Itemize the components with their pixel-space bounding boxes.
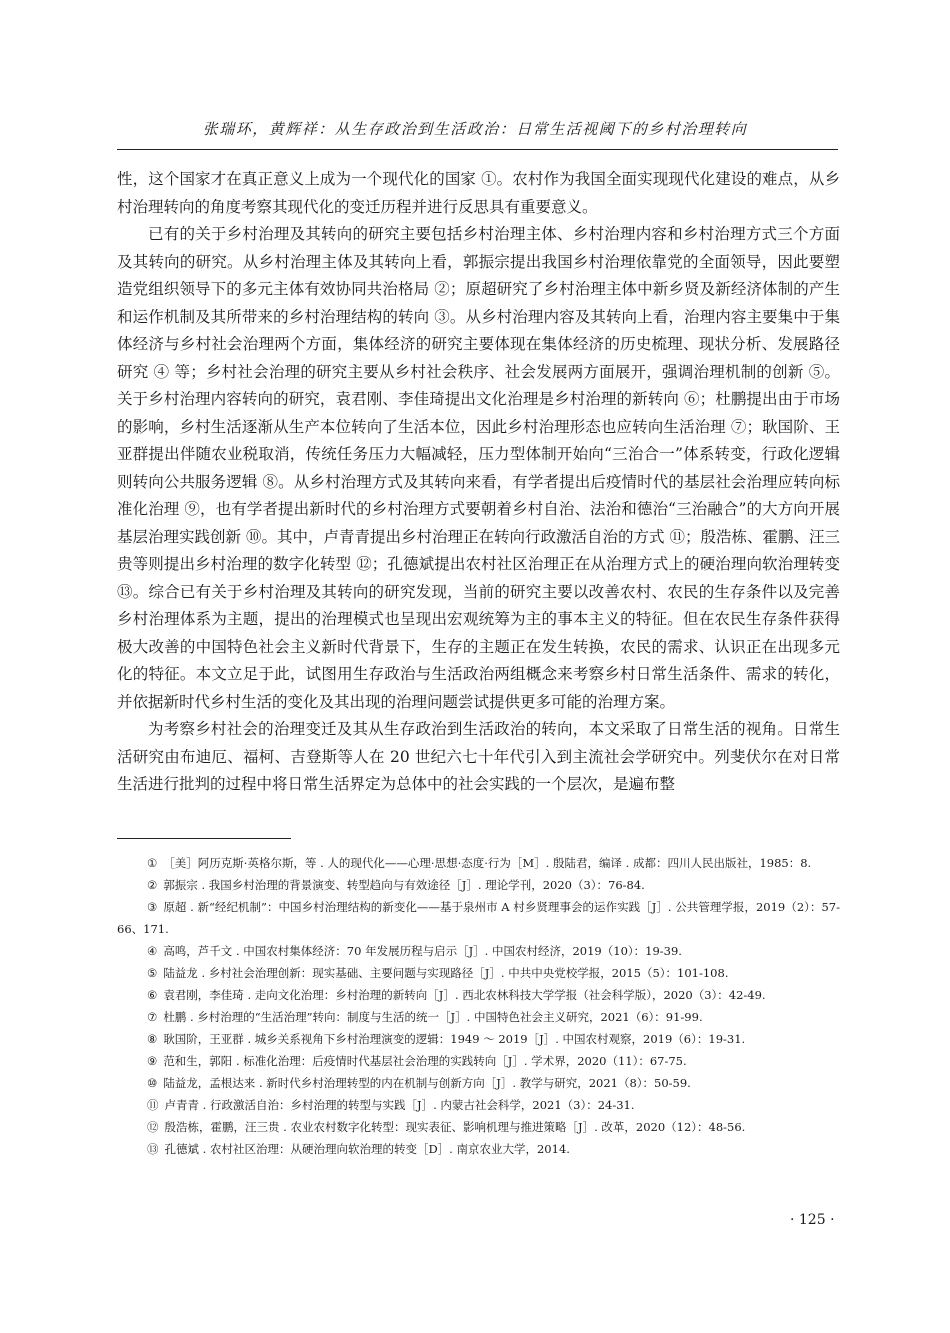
footnote (117, 1116, 840, 1138)
footnote-text: 郭振宗 . 我国乡村治理的背景演变、转型趋向与有效途径［J］. 理论学刊，2020（3）：76-84. (163, 878, 645, 892)
footnote (117, 1094, 840, 1116)
footnote (117, 1138, 840, 1160)
footnote-text: 高鸣，芦千文 . 中国农村集体经济：70 年发展历程与启示［J］. 中国农村经济，2019（10）：19-39. (163, 944, 682, 958)
footnote-number: ④ (147, 944, 158, 958)
footnote-number: ③ (147, 900, 158, 914)
footnotes (117, 852, 840, 1160)
footnote (117, 874, 840, 896)
page-number: · 125 · (790, 1212, 835, 1228)
footnote-text: 陆益龙，孟根达来 . 新时代乡村治理转型的内在机制与创新方向［J］. 教学与研究，2021（8）：50-59. (163, 1076, 691, 1090)
footnote-number: ⑧ (147, 1032, 158, 1046)
running-header: 张瑞环，黄辉祥：从生存政治到生活政治：日常生活视阈下的乡村治理转向 (202, 120, 748, 138)
footnote-divider (117, 838, 291, 839)
footnote-number: ⑥ (147, 988, 158, 1002)
footnote (117, 940, 840, 962)
footnote (117, 1006, 840, 1028)
footnote-text: 原超 . 新“经纪机制”：中国乡村治理结构的新变化——基于泉州市 A 村乡贤理事会的运作实践［J］. 公共管理学报，2019（2）：57-66、171. (117, 900, 841, 936)
footnote-text: 范和生，郭阳 . 标准化治理：后疫情时代基层社会治理的实践转向［J］. 学术界，2020（11）：67-75. (163, 1054, 687, 1068)
footnote-number: ⑬ (147, 1142, 159, 1156)
paragraph: 为考察乡村社会的治理变迁及其从生存政治到生活政治的转向，本文采取了日常生活的视角。日常生活研究由布迪厄、福柯、吉登斯等人在 20 世纪六七十年代引入到主流社会学研究中。列斐伏尔在对日常生活进行批判的过程中将日常生活界定为总体中的社会实践的一个层次，是遍布整 (117, 720, 840, 793)
header-rule (117, 149, 838, 150)
footnote-text: 杜鹏 . 乡村治理的“生活治理”转向：制度与生活的统一［J］. 中国特色社会主义研究，2021（6）：91-99. (163, 1010, 703, 1024)
footnote-number: ⑤ (147, 966, 158, 980)
footnote-number: ⑦ (147, 1010, 158, 1024)
footnote (117, 962, 840, 984)
footnote-number: ⑨ (147, 1054, 158, 1068)
footnote (117, 1072, 840, 1094)
footnote-number: ⑪ (147, 1098, 159, 1112)
footnote-text: 陆益龙 . 乡村社会治理创新：现实基础、主要问题与实现路径［J］. 中共中央党校学报，2015（5）：101-108. (163, 966, 729, 980)
footnote-text: 耿国阶，王亚群 . 城乡关系视角下乡村治理演变的逻辑：1949 ～ 2019［J］. 中国农村观察，2019（6）：19-31. (163, 1032, 746, 1046)
footnote-number: ⑫ (147, 1120, 159, 1134)
footnote-text: 孔德斌 . 农村社区治理：从硬治理向软治理的转变［D］. 南京农业大学，2014. (164, 1142, 570, 1156)
footnote-number: ① (147, 856, 158, 870)
footnote-number: ⑩ (147, 1076, 158, 1090)
paragraph: 性，这个国家才在真正意义上成为一个现代化的国家 ①。农村作为我国全面实现现代化建设的难点，从乡村治理转向的角度考察其现代化的变迁历程并进行反思具有重要意义。 (117, 170, 840, 216)
footnote-text: 卢青青 . 行政激活自治：乡村治理的转型与实践［J］. 内蒙古社会科学，2021（3）：24-31. (164, 1098, 635, 1112)
footnote-text: 袁君刚，李佳琦 . 走向文化治理：乡村治理的新转向［J］. 西北农林科技大学学报（社会科学版），2020（3）：42-49. (163, 988, 766, 1002)
footnote (117, 852, 840, 874)
footnote-text: 殷浩栋，霍鹏，汪三贵 . 农业农村数字化转型：现实表征、影响机理与推进策略［J］. 改革，2020（12）：48-56. (164, 1120, 746, 1134)
paragraph: 已有的关于乡村治理及其转向的研究主要包括乡村治理主体、乡村治理内容和乡村治理方式三个方面及其转向的研究。从乡村治理主体及其转向上看，郭振宗提出我国乡村治理依靠党的全面领导，因此要塑造党组织领导下的多元主体有效协同共治格局 ②；原超研究了乡村治理主体中新乡贤及新经济体制的产生和运作机制及其所带来的乡村治理结构的转向 ③。从乡村治理内容及其转向上看，治理内容主要集中于集体经济与乡村社会治理两个方面，集体经济的研究主要体现在集体经济的历史梳理、现状分析、发展路径研究 ④ 等；乡村社会治理的研究主要从乡村社会秩序、社会发展两方面展开，强调治理机制的创新 ⑤。关于乡村治理内容转向的研究，袁君刚、李佳琦提出文化治理是乡村治理的新转向 ⑥；杜鹏提出由于市场的影响，乡村生活逐渐从生产本位转向了生活本位，因此乡村治理形态也应转向生活治理 ⑦；耿国阶、王亚群提出伴随农业税取消，传统任务压力大幅减轻，压力型体制开始向“三治合一”体系转变，行政化逻辑则转向公共服务逻辑 ⑧。从乡村治理方式及其转向来看，有学者提出后疫情时代的基层社会治理应转向标准化治理 ⑨，也有学者提出新时代的乡村治理方式要朝着乡村自治、法治和德治“三治融合”的大方向开展基层治理实践创新 ⑩。其中，卢青青提出乡村治理正在转向行政激活自治的方式 ⑪；殷浩栋、霍鹏、汪三贵等则提出乡村治理的数字化转型 ⑫；孔德斌提出农村社区治理正在从治理方式上的硬治理向软治理转变 ⑬。综合已有关于乡村治理及其转向的研究发现，当前的研究主要以改善农村、农民的生存条件以及完善乡村治理体系为主题，提出的治理模式也呈现出宏观统筹为主的事本主义的特征。但在农民生存条件获得极大改善的中国特色社会主义新时代背景下，生存的主题正在发生转换，农民的需求、认识正在出现多元化的特征。本文立足于此，试图用生存政治与生活政治两组概念来考察乡村日常生活条件、需求的转化，并依据新时代乡村生活的变化及其出现的治理问题尝试提供更多可能的治理方案。 (117, 225, 840, 711)
footnote-number: ② (147, 878, 158, 892)
footnote (117, 896, 840, 940)
footnote (117, 1050, 840, 1072)
footnote-text: ［美］阿历克斯·英格尔斯，等 . 人的现代化——心理·思想·态度·行为［M］. 殷陆君，编译 . 成都：四川人民出版社，1985：8. (163, 856, 812, 870)
main-text (117, 166, 840, 799)
footnote (117, 984, 840, 1006)
footnote (117, 1028, 840, 1050)
